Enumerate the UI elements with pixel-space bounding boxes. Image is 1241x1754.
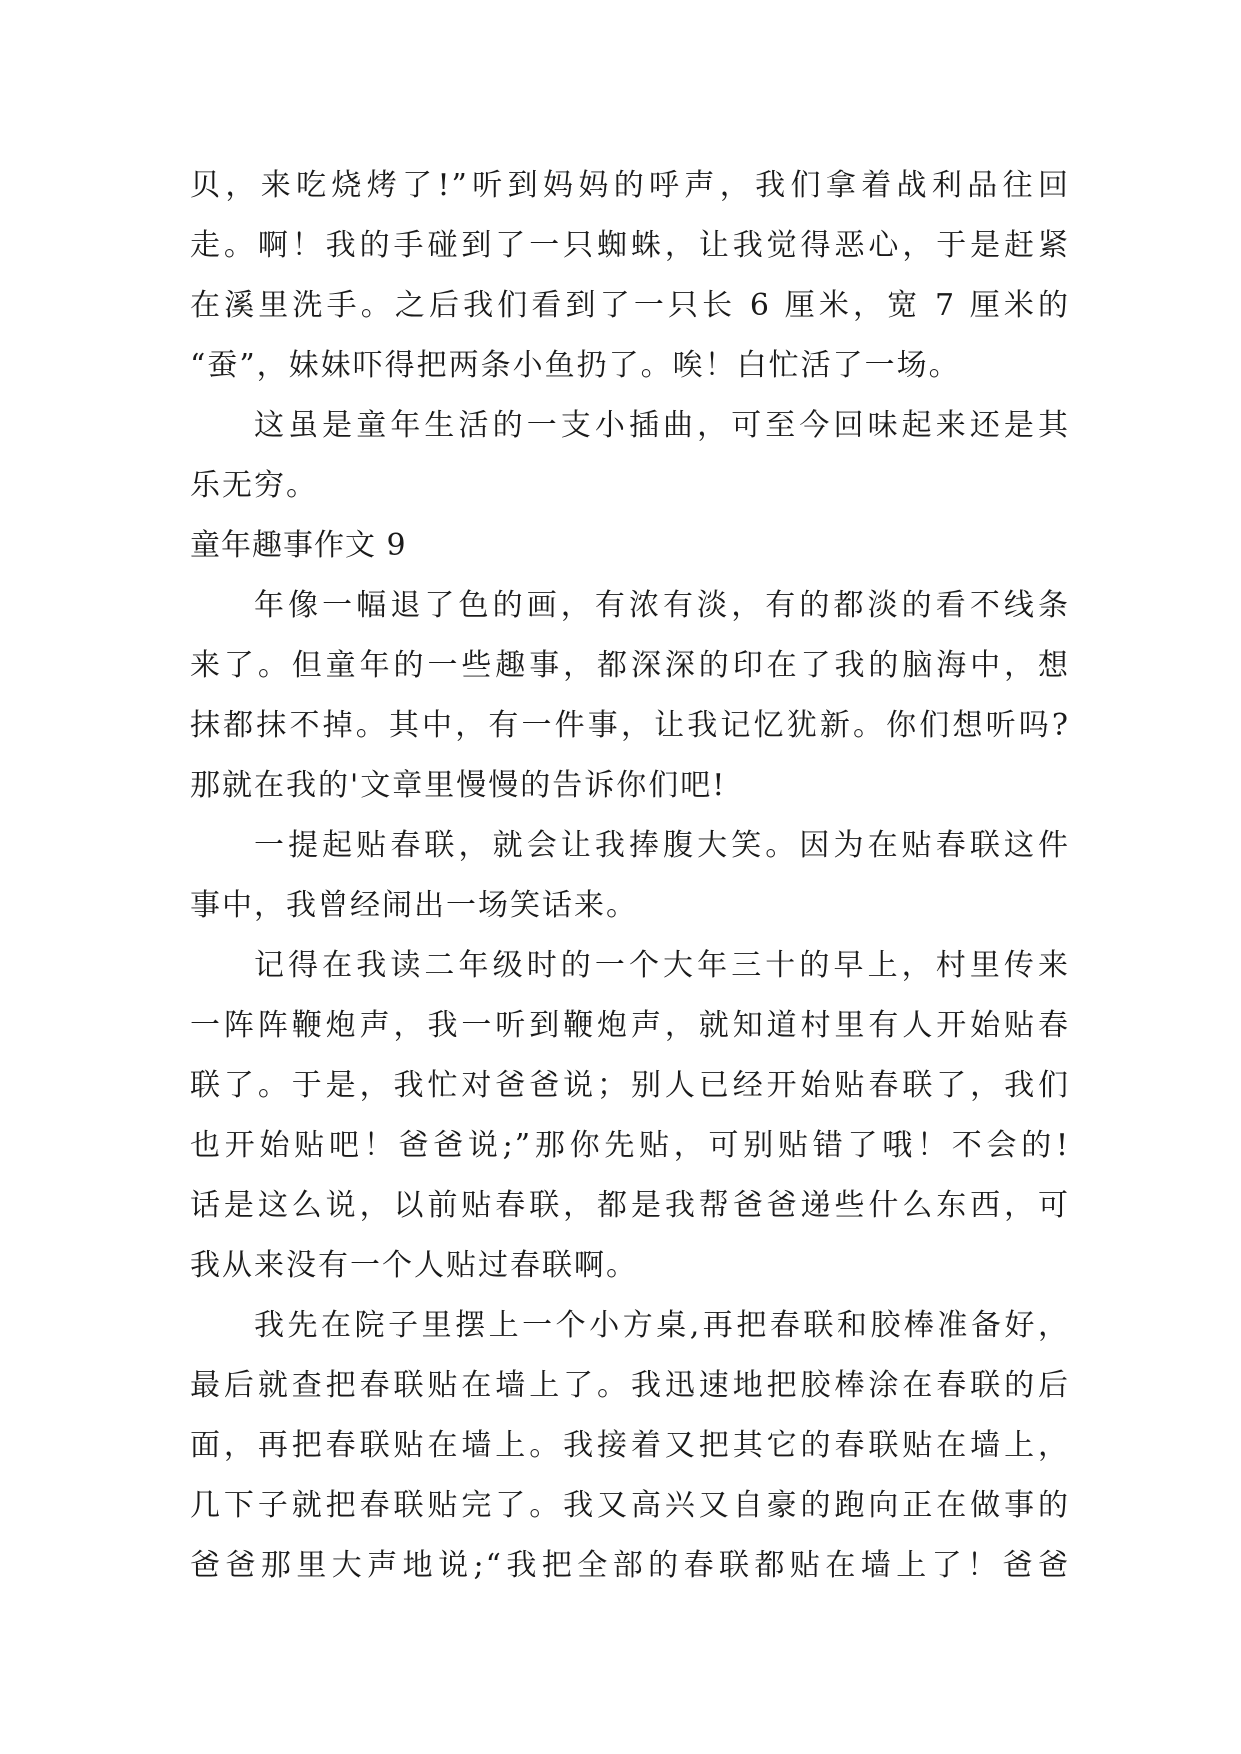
text-line: 面，再把春联贴在墙上。我接着又把其它的春联贴在墙上，	[190, 1428, 1070, 1463]
text-line: 一阵阵鞭炮声，我一听到鞭炮声，就知道村里有人开始贴春	[190, 1008, 1070, 1043]
text-line: 也开始贴吧！爸爸说;”那你先贴，可别贴错了哦！不会的!	[190, 1128, 1070, 1163]
paragraph-first-line: 我先在院子里摆上一个小方桌,再把春联和胶棒准备好，	[254, 1308, 1070, 1343]
text-line: 联了。于是，我忙对爸爸说；别人已经开始贴春联了，我们	[190, 1068, 1070, 1103]
text-line: “蚕”，妹妹吓得把两条小鱼扔了。唉！白忙活了一场。	[190, 348, 961, 383]
text-line: 在溪里洗手。之后我们看到了一只长 6 厘米，宽 7 厘米的	[190, 288, 1070, 323]
text-line: 最后就查把春联贴在墙上了。我迅速地把胶棒涂在春联的后	[190, 1368, 1070, 1403]
text-line: 几下子就把春联贴完了。我又高兴又自豪的跑向正在做事的	[190, 1488, 1070, 1523]
section-heading: 童年趣事作文 9	[190, 528, 407, 563]
text-line: 爸爸那里大声地说;“我把全部的春联都贴在墙上了！爸爸	[190, 1548, 1070, 1583]
text-line: 话是这么说，以前贴春联，都是我帮爸爸递些什么东西，可	[190, 1188, 1070, 1223]
text-line: 贝，来吃烧烤了!”听到妈妈的呼声，我们拿着战利品往回	[190, 168, 1070, 203]
paragraph-first-line: 这虽是童年生活的一支小插曲，可至今回味起来还是其	[254, 408, 1070, 443]
text-line: 乐无穷。	[190, 468, 318, 503]
paragraph-first-line: 年像一幅退了色的画，有浓有淡，有的都淡的看不线条	[254, 588, 1070, 623]
text-line: 那就在我的'文章里慢慢的告诉你们吧!	[190, 768, 727, 803]
text-line: 我从来没有一个人贴过春联啊。	[190, 1248, 638, 1283]
text-line: 走。啊！我的手碰到了一只蜘蛛，让我觉得恶心，于是赶紧	[190, 228, 1070, 263]
text-line: 事中，我曾经闹出一场笑话来。	[190, 888, 638, 923]
paragraph-first-line: 一提起贴春联，就会让我捧腹大笑。因为在贴春联这件	[254, 828, 1070, 863]
text-line: 抹都抹不掉。其中，有一件事，让我记忆犹新。你们想听吗?	[190, 708, 1070, 743]
text-line: 来了。但童年的一些趣事，都深深的印在了我的脑海中，想	[190, 648, 1070, 683]
document-body	[190, 156, 1070, 1596]
paragraph-first-line: 记得在我读二年级时的一个大年三十的早上，村里传来	[254, 948, 1070, 983]
